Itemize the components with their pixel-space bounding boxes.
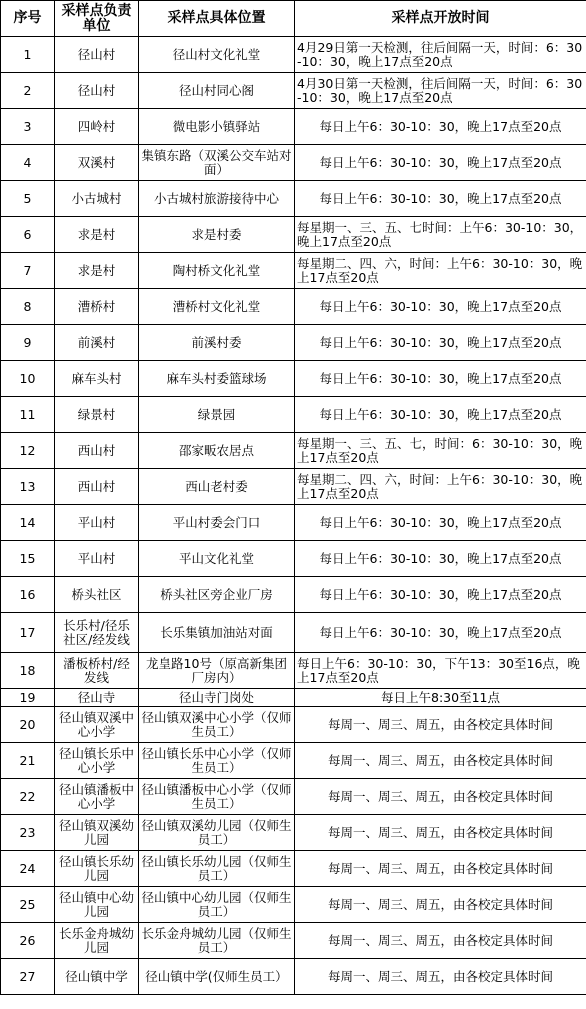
cell-location: 漕桥村文化礼堂 (139, 289, 295, 325)
cell-hours: 每周一、周三、周五，由各校定具体时间 (295, 851, 586, 887)
cell-no: 9 (1, 325, 55, 361)
cell-unit: 求是村 (55, 253, 139, 289)
cell-hours: 每周一、周三、周五，由各校定具体时间 (295, 779, 586, 815)
table-row (1, 469, 586, 505)
cell-hours: 每日上午6：30-10：30，下午13：30至16点，晚上17点至20点 (295, 653, 586, 689)
cell-hours: 每日上午6：30-10：30，晚上17点至20点 (295, 613, 586, 653)
cell-hours: 每日上午6：30-10：30，晚上17点至20点 (295, 361, 586, 397)
cell-no: 5 (1, 181, 55, 217)
table-row (1, 541, 586, 577)
cell-no: 13 (1, 469, 55, 505)
cell-no: 21 (1, 743, 55, 779)
cell-unit: 小古城村 (55, 181, 139, 217)
table-row (1, 851, 586, 887)
cell-unit: 四岭村 (55, 109, 139, 145)
cell-hours: 每星期二、四、六，时间：上午6：30-10：30，晚上17点至20点 (295, 469, 586, 505)
table-row (1, 397, 586, 433)
cell-unit: 前溪村 (55, 325, 139, 361)
cell-hours: 每周一、周三、周五，由各校定具体时间 (295, 923, 586, 959)
cell-unit: 径山镇双溪幼儿园 (55, 815, 139, 851)
cell-hours: 每日上午6：30-10：30，晚上17点至20点 (295, 181, 586, 217)
cell-no: 24 (1, 851, 55, 887)
cell-hours: 每星期二、四、六，时间：上午6：30-10：30，晚上17点至20点 (295, 253, 586, 289)
cell-location: 桥头社区旁企业厂房 (139, 577, 295, 613)
cell-location: 径山寺门岗处 (139, 689, 295, 707)
cell-unit: 双溪村 (55, 145, 139, 181)
cell-unit: 径山镇中学 (55, 959, 139, 995)
cell-no: 10 (1, 361, 55, 397)
cell-location: 径山镇双溪幼儿园（仅师生员工） (139, 815, 295, 851)
cell-no: 26 (1, 923, 55, 959)
cell-location: 长乐金舟城幼儿园（仅师生员工） (139, 923, 295, 959)
cell-hours: 每星期一、三、五、七，时间：6：30-10：30，晚上17点至20点 (295, 433, 586, 469)
cell-no: 27 (1, 959, 55, 995)
cell-location: 长乐集镇加油站对面 (139, 613, 295, 653)
cell-location: 求是村委 (139, 217, 295, 253)
cell-location: 龙皇路10号（原高新集团厂房内） (139, 653, 295, 689)
cell-unit: 径山镇长乐中心小学 (55, 743, 139, 779)
cell-unit: 西山村 (55, 469, 139, 505)
table-row (1, 37, 586, 73)
table-row (1, 217, 586, 253)
cell-unit: 径山村 (55, 73, 139, 109)
cell-location: 径山镇中心幼儿园（仅师生员工） (139, 887, 295, 923)
table-body (1, 37, 586, 995)
cell-no: 12 (1, 433, 55, 469)
table-row (1, 613, 586, 653)
cell-hours: 每周一、周三、周五，由各校定具体时间 (295, 887, 586, 923)
cell-no: 18 (1, 653, 55, 689)
cell-no: 22 (1, 779, 55, 815)
cell-hours: 每日上午8:30至11点 (295, 689, 586, 707)
cell-hours: 每周一、周三、周五，由各校定具体时间 (295, 959, 586, 995)
cell-hours: 每周一、周三、周五，由各校定具体时间 (295, 815, 586, 851)
cell-location: 集镇东路（双溪公交车站对面） (139, 145, 295, 181)
cell-hours: 每日上午6：30-10：30，晚上17点至20点 (295, 145, 586, 181)
cell-unit: 西山村 (55, 433, 139, 469)
cell-hours: 每日上午6：30-10：30，晚上17点至20点 (295, 109, 586, 145)
header-hours: 采样点开放时间 (295, 1, 586, 37)
cell-location: 绿景园 (139, 397, 295, 433)
cell-location: 径山镇长乐幼儿园（仅师生员工） (139, 851, 295, 887)
cell-unit: 平山村 (55, 541, 139, 577)
table-row (1, 923, 586, 959)
cell-unit: 麻车头村 (55, 361, 139, 397)
cell-hours: 4月30日第一天检测，往后间隔一天，时间：6：30-10：30，晚上17点至20点 (295, 73, 586, 109)
cell-location: 麻车头村委篮球场 (139, 361, 295, 397)
table-row (1, 707, 586, 743)
cell-unit: 径山镇潘板中心小学 (55, 779, 139, 815)
cell-hours: 4月29日第一天检测，往后间隔一天，时间：6：30-10：30，晚上17点至20点 (295, 37, 586, 73)
cell-no: 7 (1, 253, 55, 289)
cell-no: 19 (1, 689, 55, 707)
cell-no: 4 (1, 145, 55, 181)
cell-hours: 每星期一、三、五、七时间：上午6：30-10：30，晚上17点至20点 (295, 217, 586, 253)
cell-location: 前溪村委 (139, 325, 295, 361)
cell-location: 径山镇长乐中心小学（仅师生员工） (139, 743, 295, 779)
table-header-row (1, 1, 586, 37)
cell-unit: 长乐村/径乐社区/经发线 (55, 613, 139, 653)
cell-hours: 每日上午6：30-10：30，晚上17点至20点 (295, 505, 586, 541)
cell-location: 径山村文化礼堂 (139, 37, 295, 73)
table-row (1, 181, 586, 217)
cell-no: 25 (1, 887, 55, 923)
cell-hours: 每日上午6：30-10：30，晚上17点至20点 (295, 325, 586, 361)
cell-no: 8 (1, 289, 55, 325)
table-row (1, 433, 586, 469)
table-row (1, 289, 586, 325)
table-row (1, 145, 586, 181)
table-row (1, 109, 586, 145)
cell-hours: 每日上午6：30-10：30，晚上17点至20点 (295, 289, 586, 325)
table-row (1, 815, 586, 851)
cell-unit: 桥头社区 (55, 577, 139, 613)
cell-location: 径山镇双溪中心小学（仅师生员工） (139, 707, 295, 743)
cell-hours: 每周一、周三、周五，由各校定具体时间 (295, 707, 586, 743)
cell-location: 邵家畈农居点 (139, 433, 295, 469)
cell-unit: 漕桥村 (55, 289, 139, 325)
table-row (1, 577, 586, 613)
cell-location: 平山文化礼堂 (139, 541, 295, 577)
cell-hours: 每周一、周三、周五，由各校定具体时间 (295, 743, 586, 779)
header-no: 序号 (1, 1, 55, 37)
cell-no: 23 (1, 815, 55, 851)
cell-hours: 每日上午6：30-10：30，晚上17点至20点 (295, 541, 586, 577)
cell-location: 平山村委会门口 (139, 505, 295, 541)
cell-no: 1 (1, 37, 55, 73)
cell-no: 15 (1, 541, 55, 577)
cell-hours: 每日上午6：30-10：30，晚上17点至20点 (295, 577, 586, 613)
cell-unit: 径山村 (55, 37, 139, 73)
table-row (1, 743, 586, 779)
table-row (1, 887, 586, 923)
cell-no: 3 (1, 109, 55, 145)
cell-unit: 平山村 (55, 505, 139, 541)
cell-location: 西山老村委 (139, 469, 295, 505)
table-row (1, 325, 586, 361)
cell-unit: 径山镇长乐幼儿园 (55, 851, 139, 887)
cell-location: 径山村同心阁 (139, 73, 295, 109)
cell-no: 16 (1, 577, 55, 613)
table-row (1, 689, 586, 707)
cell-no: 17 (1, 613, 55, 653)
table-row (1, 505, 586, 541)
cell-no: 6 (1, 217, 55, 253)
cell-unit: 绿景村 (55, 397, 139, 433)
table-row (1, 779, 586, 815)
cell-unit: 长乐金舟城幼儿园 (55, 923, 139, 959)
cell-location: 径山镇中学(仅师生员工） (139, 959, 295, 995)
cell-no: 14 (1, 505, 55, 541)
cell-unit: 径山镇双溪中心小学 (55, 707, 139, 743)
header-location: 采样点具体位置 (139, 1, 295, 37)
table-row (1, 959, 586, 995)
table-row (1, 253, 586, 289)
cell-unit: 潘板桥村/经发线 (55, 653, 139, 689)
cell-no: 11 (1, 397, 55, 433)
cell-no: 2 (1, 73, 55, 109)
cell-unit: 径山镇中心幼儿园 (55, 887, 139, 923)
cell-location: 径山镇潘板中心小学（仅师生员工） (139, 779, 295, 815)
table-row (1, 653, 586, 689)
header-unit: 采样点负责单位 (55, 1, 139, 37)
cell-location: 微电影小镇驿站 (139, 109, 295, 145)
cell-unit: 求是村 (55, 217, 139, 253)
table-row (1, 361, 586, 397)
cell-location: 小古城村旅游接待中心 (139, 181, 295, 217)
cell-location: 陶村桥文化礼堂 (139, 253, 295, 289)
table-row (1, 73, 586, 109)
cell-unit: 径山寺 (55, 689, 139, 707)
cell-hours: 每日上午6：30-10：30，晚上17点至20点 (295, 397, 586, 433)
cell-no: 20 (1, 707, 55, 743)
